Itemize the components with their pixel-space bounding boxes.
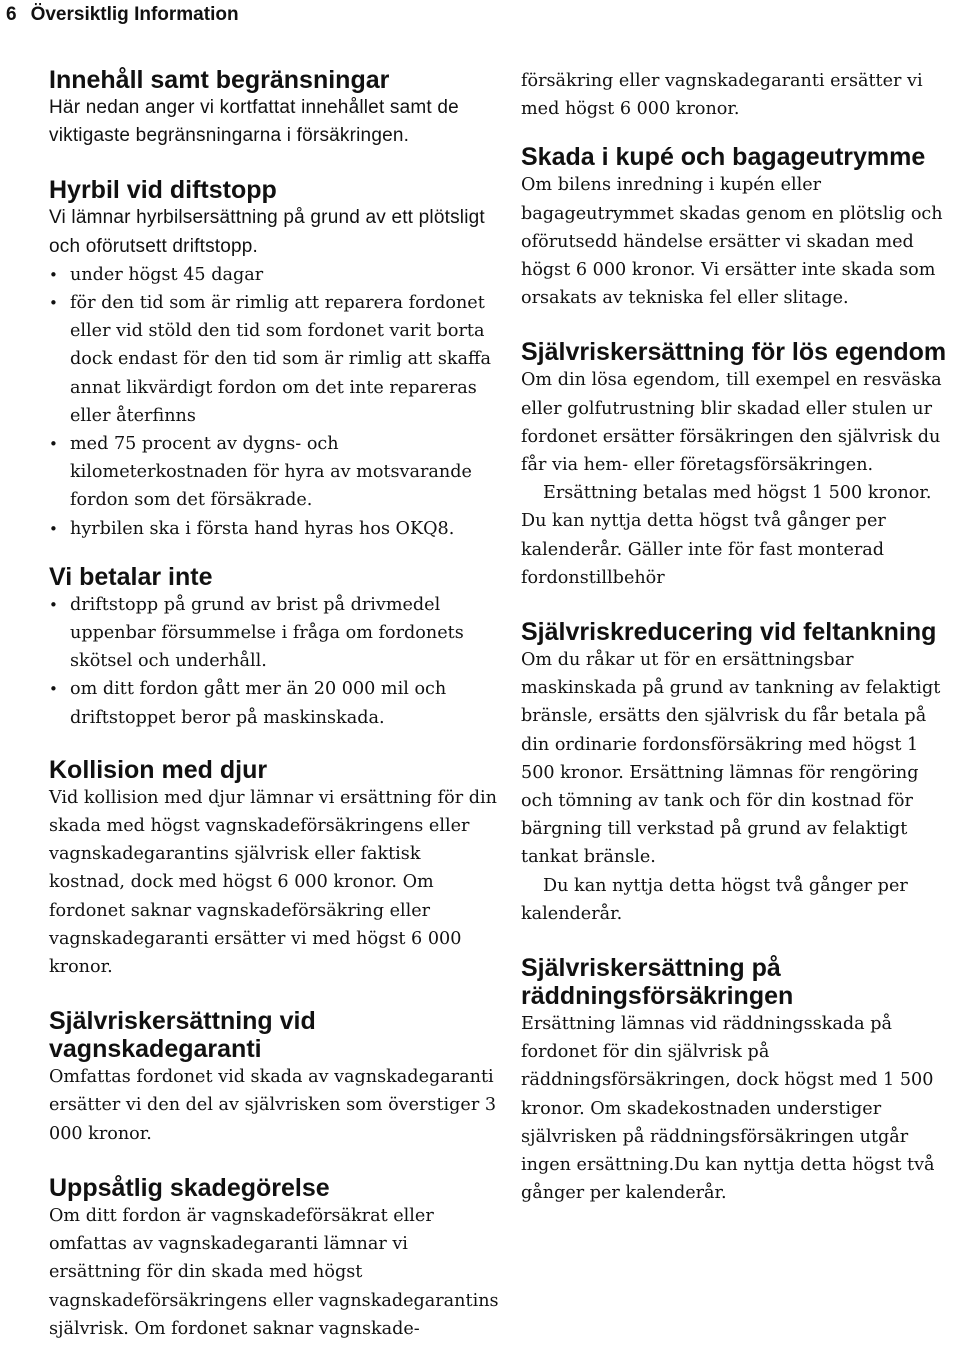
los-egendom-heading: Självriskersättning för lös egendom — [521, 338, 947, 367]
left-column — [49, 66, 499, 1369]
kollision-section — [49, 756, 499, 981]
raddning-heading: Självriskersättning på räddningsförsäkringen — [521, 954, 794, 1011]
list-item: • med 75 procent av dygns- och kilometerkostnaden för hyra av motsvarande fordon som det försäkrade. — [49, 430, 499, 515]
los-egendom-section — [521, 338, 951, 592]
page-number: 6 — [6, 4, 17, 25]
feltankning-text: Om du råkar ut för en ersättningsbar maskinskada på grund av tankning av felaktigt bränsle, ersätts den självrisk du får betala på din ordinarie fordonsförsäkring med högst 1 500 kronor. Ersättning lämnas för rengöring och tömning av tank och för din kostnad för bärgning till verkstad på grund av felaktigt tankat bränsle. — [521, 650, 941, 868]
intro-section — [49, 66, 499, 150]
list-item: • hyrbilen ska i första hand hyras hos OKQ8. — [49, 515, 499, 543]
hyrbil-section — [49, 176, 499, 542]
right-column — [521, 67, 951, 1234]
continuation-section — [521, 67, 951, 123]
hyrbil-text: Vi lämnar hyrbilsersättning på grund av ett plötsligt och oförutsett driftstopp. — [49, 207, 485, 257]
page-header — [6, 4, 239, 26]
kupe-section — [521, 143, 951, 312]
vagnskadegaranti-heading: Självriskersättning vid vagnskadegaranti — [49, 1007, 316, 1064]
vi-betalar-inte-list — [49, 591, 499, 732]
uppsatlig-heading: Uppsåtlig skadegörelse — [49, 1173, 330, 1202]
feltankning-section — [521, 618, 951, 928]
list-item: • driftstopp på grund av brist på drivmedel uppenbar försummelse i fråga om fordonets skötsel och underhåll. — [49, 591, 499, 676]
vagnskadegaranti-section — [49, 1007, 499, 1148]
raddning-text: Ersättning lämnas vid räddningsskada på fordonet för din självrisk på räddningsförsäkringen, dock högst med 1 500 kronor. Om skadekostnaden understiger självrisken på räddningsförsäkringen utgår ingen ersättning.Du kan nyttja detta högst två gånger per kalenderår. — [521, 1014, 935, 1204]
feltankning-heading: Självriskreducering vid feltankning — [521, 618, 937, 647]
vagnskadegaranti-text: Omfattas fordonet vid skada av vagnskadegaranti ersätter vi den del av självrisken som överstiger 3 000 kronor. — [49, 1067, 497, 1144]
hyrbil-heading: Hyrbil vid diftstopp — [49, 176, 277, 205]
uppsatlig-text: Om ditt fordon är vagnskadeförsäkrat eller omfattas av vagnskadegaranti lämnar vi ersättning för din skada med högst vagnskadeförsäkringens eller vagnskadegarantins självrisk. Om fordonet saknar vagnskade- — [49, 1205, 499, 1339]
raddning-section — [521, 954, 951, 1207]
kollision-text: Vid kollision med djur lämnar vi ersättning för din skada med högst vagnskadeförsäkringens eller vagnskadegarantins självrisk eller faktisk kostnad, dock med högst 6 000 kronor. Om fordonet saknar vagnskadeförsäkring eller vagnskadegaranti ersätter vi med högst 6 000 kronor. — [49, 787, 497, 978]
list-item: • om ditt fordon gått mer än 20 000 mil och driftstoppet beror på maskinskada. — [49, 675, 499, 731]
los-egendom-text-2: Ersättning betalas med högst 1 500 kronor. Du kan nyttja detta högst två gånger per kalenderår. Gäller inte för fast monterad fordonstillbehör — [521, 483, 932, 588]
kupe-heading: Skada i kupé och bagageutrymme — [521, 143, 926, 172]
hyrbil-list — [49, 261, 499, 543]
kupe-text: Om bilens inredning i kupén eller bagageutrymmet skadas genom en plötslig och oförutsedd händelse ersätter vi skadan med högst 6 000 kronor. Vi ersätter inte skada som orsakats av tekniska fel eller slitage. — [521, 175, 943, 309]
intro-heading: Innehåll samt begränsningar — [49, 66, 390, 94]
uppsatlig-section — [49, 1174, 499, 1343]
section-title: Översiktlig Information — [30, 4, 239, 25]
feltankning-text-2: Du kan nyttja detta högst två gånger per kalenderår. — [521, 875, 908, 924]
los-egendom-text: Om din lösa egendom, till exempel en resväska eller golfutrustning blir skadad eller stulen ur fordonet ersätter försäkringen den självrisk du får via hem- eller företagsförsäkringen. — [521, 370, 942, 476]
vi-betalar-inte-heading: Vi betalar inte — [49, 562, 213, 591]
continuation-text: försäkring eller vagnskadegaranti ersätter vi med högst 6 000 kronor. — [521, 71, 923, 120]
kollision-heading: Kollision med djur — [49, 755, 268, 784]
list-item: • för den tid som är rimlig att reparera fordonet eller vid stöld den tid som fordonet varit borta dock endast för den tid som är rimlig att skaffa annat likvärdigt fordon om det inte repareras eller återfinns — [49, 289, 499, 430]
intro-text: Här nedan anger vi kortfattat innehållet samt de viktigaste begränsningarna i försäkringen. — [49, 97, 459, 147]
vi-betalar-inte-section — [49, 563, 499, 732]
list-item: • under högst 45 dagar — [49, 261, 499, 289]
